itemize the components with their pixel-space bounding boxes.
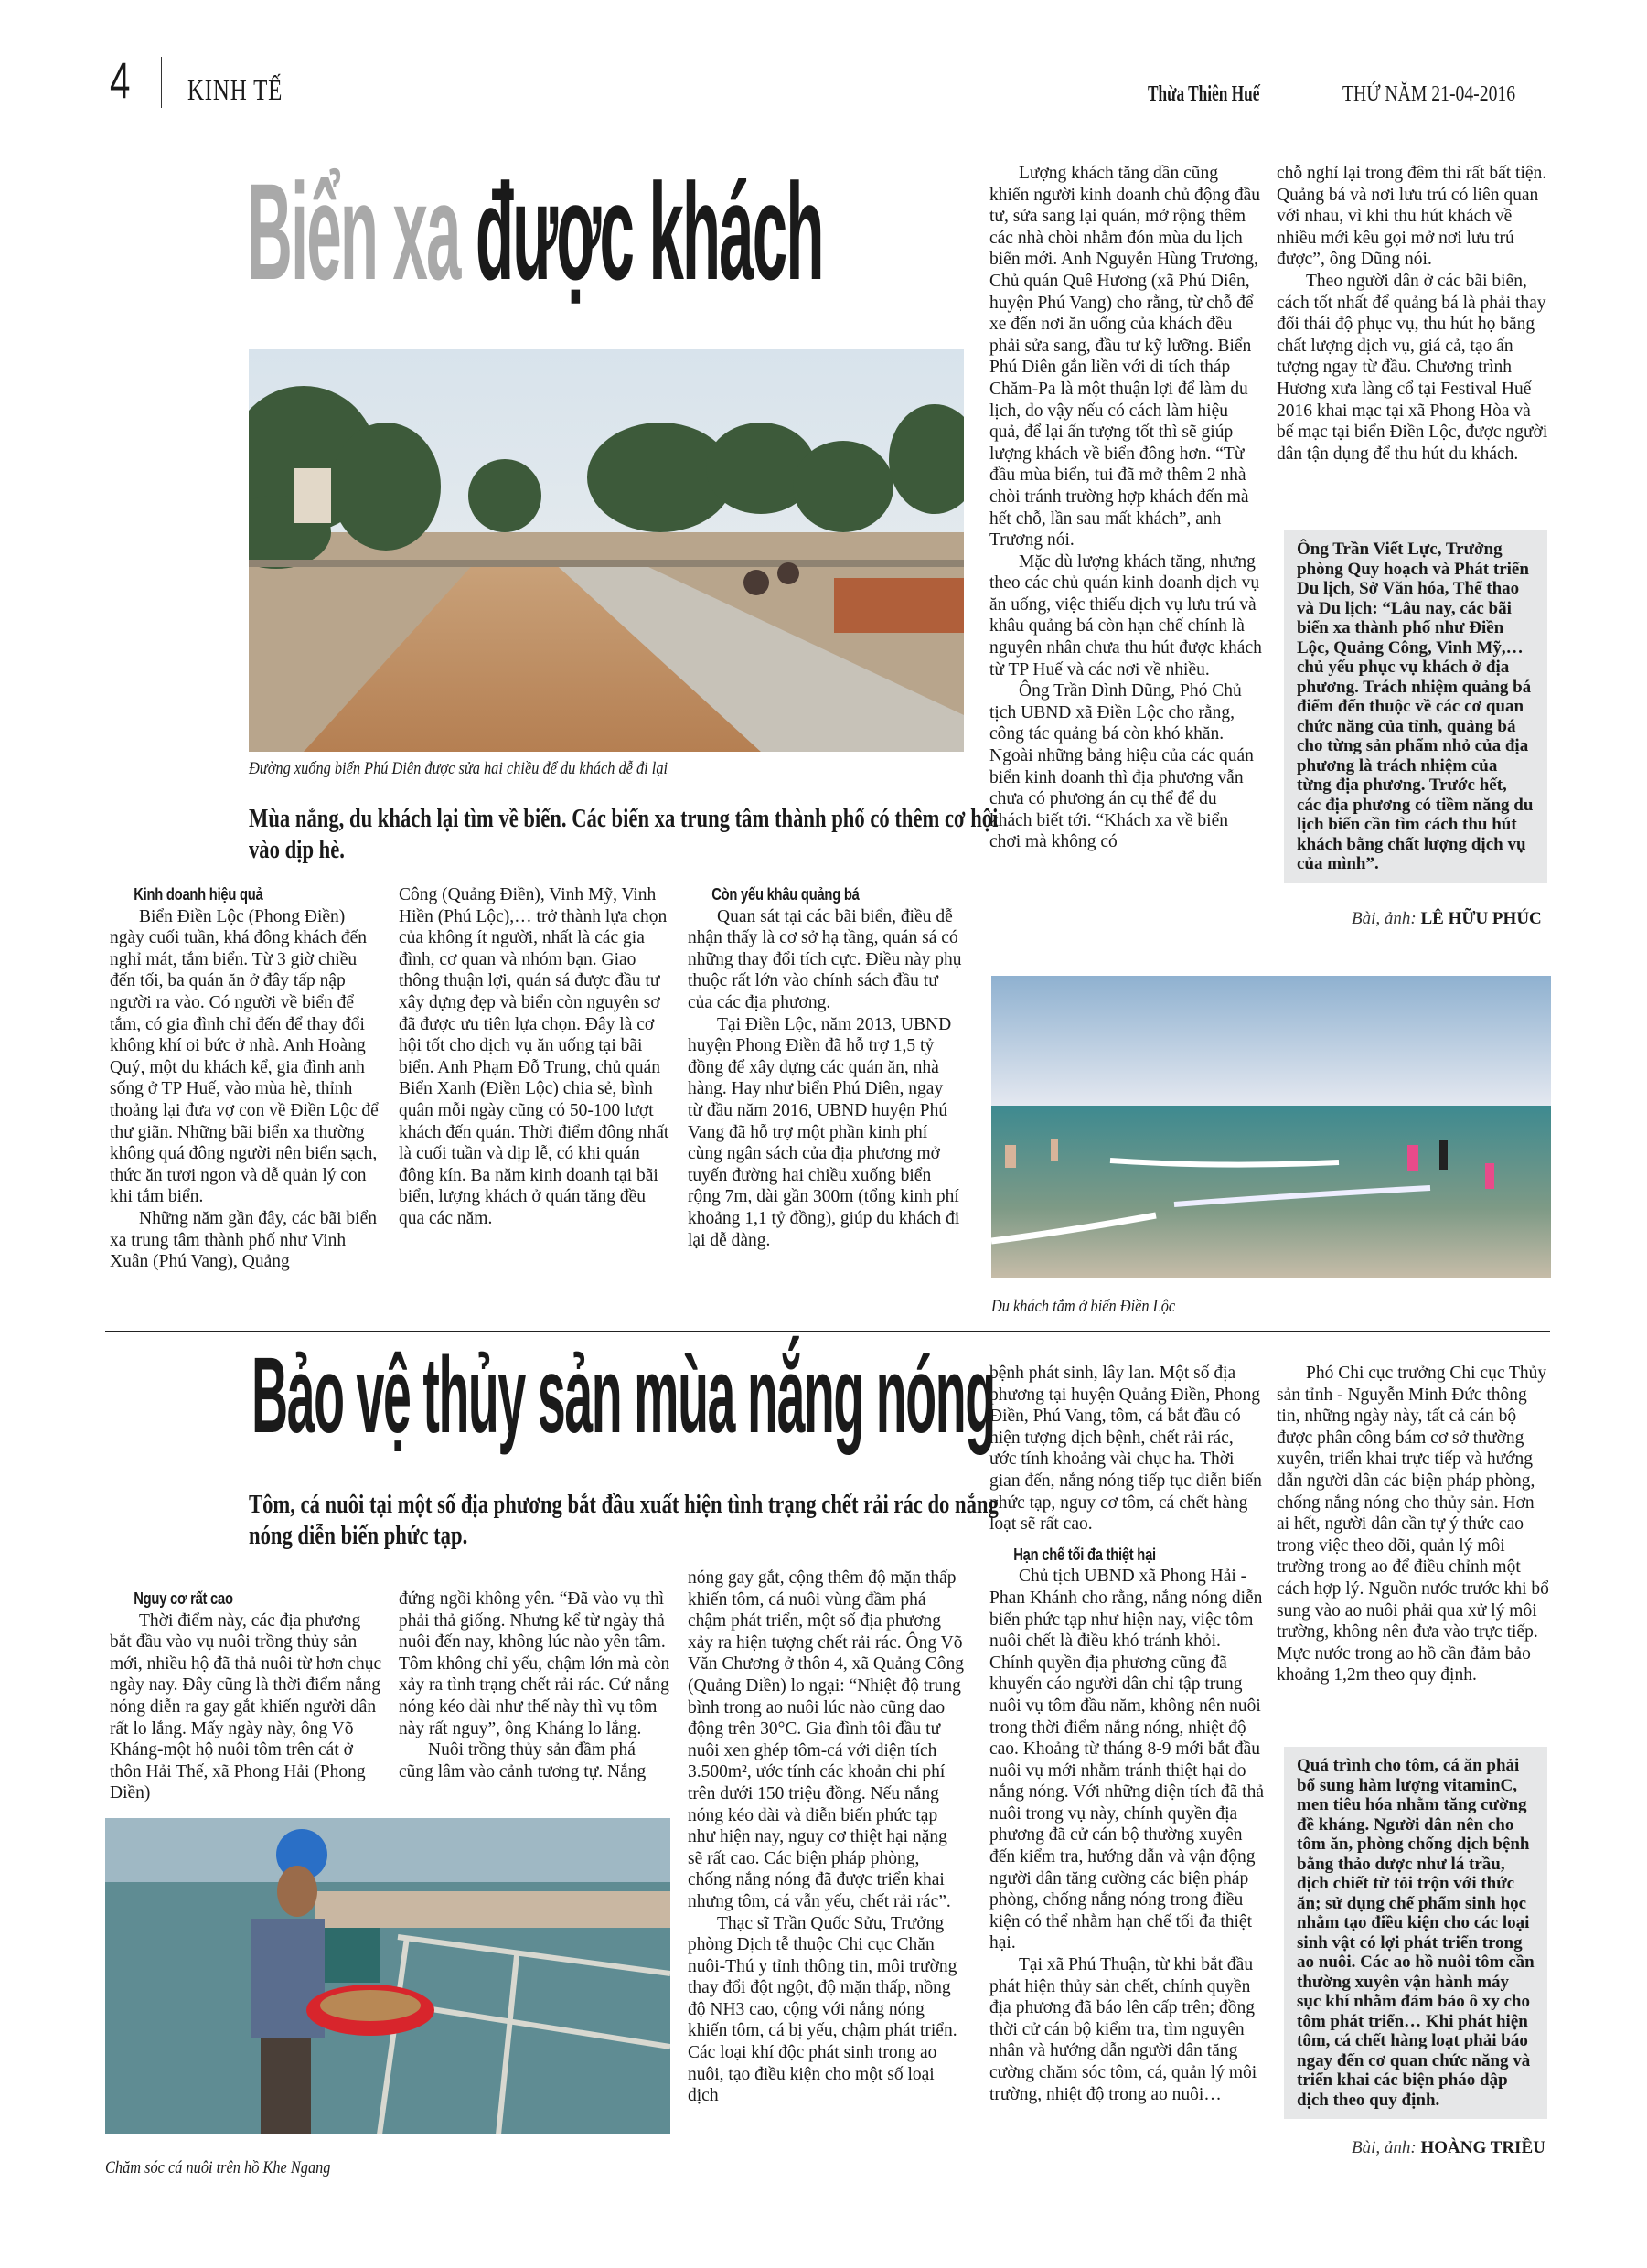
headline-part-1: Biển xa <box>247 155 460 308</box>
paragraph: Tại xã Phú Thuận, từ khi bắt đầu phát hiện thủy sản chết, chính quyền địa phương đã báo lên cấp trên; đồng thời cử cán bộ kiểm tra, tìm nguyên nhân và hướng dẫn người dân tăng cường chăm sóc tôm, cá, quản lý môi trường, nhiệt độ trong ao nuôi… <box>989 1955 1257 2104</box>
photo-caption: Đường xuống biển Phú Diên được sửa hai chiều để du khách dễ đi lại <box>249 759 668 778</box>
photo-fish-farmer <box>105 1818 670 2134</box>
paragraph: Những năm gần đây, các bãi biển xa trung tâm thành phố như Vinh Xuân (Phú Vang), Quảng <box>110 1208 378 1272</box>
paragraph: Lượng khách tăng dần cũng khiến người kinh doanh chủ động đầu tư, sửa sang lại quán, mở rộng thêm các nhà chòi nhằm đón mùa du lịch biển mới. Anh Nguyễn Hùng Trương, Chủ quán Quê Hương (xã Phú Diên, huyện Phú Vang) cho rằng, từ chỗ để xe đến nơi ăn uống của khách đều phải sửa sang, đầu tư kỹ lưỡng. Biển Phú Diên gắn liền với di tích tháp Chăm-Pa là một thuận lợi để làm du lịch, do vậy nếu có cách làm hiệu quả, để lại ấn tượng tốt thì sẽ giúp lượng khách về biển đông hơn. “Từ đầu mùa biển, tui đã mở thêm 2 nhà chòi tránh trường hợp khách đến mà hết chỗ, lần sau mất khách”, anh Trương nói. <box>989 164 1261 551</box>
article2-column-4 <box>989 1363 1264 2105</box>
page-number-divider <box>161 57 162 108</box>
paragraph: Phó Chi cục trưởng Chi cục Thủy sản tỉnh - Nguyễn Minh Đức thông tin, những ngày này, tất cả cán bộ được phân công bám cơ sở thường xuyên, triển khai trực tiếp và hướng dẫn người dân các biện pháp phòng, chống nắng nóng cho thủy sản. Hơn ai hết, người dân cần tự ý thức cao trong việc theo dõi, quản lý môi trường trong ao để điều chỉnh một cách hợp lý. Nguồn nước trước khi bổ sung vào ao nuôi phải qua xử lý môi trường, không nên đưa vào trực tiếp. Mực nước trong ao hồ cần đảm bảo khoảng 1,2m theo quy định. <box>1277 1364 1549 1685</box>
subhead: Hạn chế tối đa thiệt hại <box>1013 1545 1156 1564</box>
newspaper-name: Thừa Thiên Huế <box>1148 82 1260 106</box>
paragraph: Công (Quảng Điền), Vinh Mỹ, Vinh Hiền (Phú Lộc),… trở thành lựa chọn của không ít người, nhất là các gia đình, cơ quan và nhóm bạn. Giao thông thuận lợi, quán sá được đầu tư xây dựng đẹp và biển còn nguyên sơ đã được ưu tiên lựa chọn. Đây là cơ hội tốt cho dịch vụ ăn uống tại bãi biển. Anh Phạm Đỗ Trung, chủ quán Biển Xanh (Điền Lộc) chia sẻ, bình quân mỗi ngày cũng có 50-100 lượt khách đến quán. Thời điểm đông nhất là cuối tuần và dịp lễ, có khi quán đông kín. Ba năm kinh doanh tại bãi biển, lượng khách ở quán tăng đều qua các năm. <box>399 885 669 1228</box>
article2-lede: Tôm, cá nuôi tại một số địa phương bắt đầu xuất hiện tình trạng chết rải rác do nắng nóng diễn biến phức tạp. <box>249 1490 999 1550</box>
paragraph: bệnh phát sinh, lây lan. Một số địa phương tại huyện Quảng Điền, Phong Điền, Phú Vang, tôm, cá bắt đầu có hiện tượng dịch bệnh, chết rải rác, ước tính khoảng vài chục ha. Thời gian đến, nắng nóng tiếp tục diễn biến phức tạp, nguy cơ tôm, cá chết hàng loạt sẽ rất cao. <box>989 1364 1262 1535</box>
paragraph: Theo người dân ở các bãi biển, cách tốt nhất để quảng bá là phải thay đổi thái độ phục vụ, thu hút họ bằng chất lượng dịch vụ, giá cả, tạo ấn tượng ngay từ đầu. Chương trình Hương xưa làng cổ tại Festival Huế 2016 khai mạc tại xã Phong Hòa và bế mạc tại biển Điền Lộc, được người dân tận dụng để thu hút du khách. <box>1277 271 1548 464</box>
byline-label: Bài, ảnh: <box>1352 909 1417 928</box>
photo-beach-swimmers <box>991 976 1551 1278</box>
paragraph: Tại Điền Lộc, năm 2013, UBND huyện Phong Điền đã hỗ trợ 1,5 tỷ đồng để xây dựng các quán ăn, nhà hàng. Hay như biển Phú Diên, ngay từ đầu năm 2016, UBND huyện Phú Vang đã hỗ trợ một phần kinh phí cùng ngân sách của địa phương mở tuyến đường hai chiều xuống biển rộng 7m, dài gần 300m (tổng kinh phí khoảng 1,1 tỷ đồng), giúp du khách đi lại dễ dàng. <box>688 1014 960 1250</box>
paragraph: Thạc sĩ Trần Quốc Sửu, Trưởng phòng Dịch tễ thuộc Chi cục Chăn nuôi-Thú y tỉnh thông tin, môi trường thay đổi đột ngột, độ mặn thấp, nồng độ NH3 cao, cộng với nắng nóng khiến tôm, cá bị yếu, chậm phát triển. Các loại khí độc phát sinh trong ao nuôi, tạo điều kiện cho một số loại dịch <box>688 1913 957 2106</box>
article2-headline: Bảo vệ thủy sản mùa nắng nóng <box>251 1335 995 1456</box>
article1-sidebar-quote: Ông Trần Viết Lực, Trưởng phòng Quy hoạch và Phát triển Du lịch, Sở Văn hóa, Thể thao và Du lịch: “Lâu nay, các bãi biển xa thành phố như Điền Lộc, Quảng Công, Vinh Mỹ,… chủ yếu phục vụ khách ở địa phương. Trách nhiệm quảng bá điểm đến thuộc về các cơ quan chức năng của tỉnh, quảng bá cho từng sản phẩm nhỏ của địa phương là trách nhiệm của từng địa phương. Trước hết, các địa phương có tiềm năng du lịch biển cần tìm cách thu hút khách bằng chất lượng dịch vụ của mình”. <box>1284 530 1547 883</box>
paragraph: Chủ tịch UBND xã Phong Hải - Phan Khánh cho rằng, nắng nóng diễn biến phức tạp như hiện nay, việc tôm nuôi chết là điều khó tránh khỏi. Chính quyền địa phương cũng đã khuyến cáo người dân chỉ tập trung nuôi vụ tôm đầu năm, không nên nuôi trong thời điểm nắng nóng, nhiệt độ cao. Khoảng từ tháng 8-9 mới bắt đầu nuôi vụ mới nhằm tránh thiệt hại do nắng nóng. Với những diện tích đã thả nuôi trong vụ này, chính quyền địa phương đã cử cán bộ thường xuyên đến kiểm tra, hướng dẫn và vận động người dân tăng cường các biện pháp phòng, chống nắng nóng trong điều kiện có thể nhằm hạn chế tối đa thiệt hại. <box>989 1567 1264 1953</box>
paragraph: đứng ngồi không yên. “Đã vào vụ thì phải thả giống. Nhưng kể từ ngày thả nuôi đến nay, không lúc nào yên tâm. Tôm không chỉ yếu, chậm lớn mà còn xảy ra tình trạng chết rải rác. Cứ nắng nóng kéo dài như thế này thì vụ tôm này rất nguy”, ông Kháng lo lắng. <box>399 1589 670 1738</box>
photo-beach-road <box>249 349 964 752</box>
subhead: Kinh doanh hiệu quả <box>134 885 263 904</box>
article2-column-2 <box>399 1589 673 1782</box>
paragraph: nóng gay gắt, cộng thêm độ mặn thấp khiến tôm, cá nuôi vùng đầm phá chậm phát triển, một số địa phương xảy ra hiện tượng chết rải rác. Ông Võ Văn Chương ở thôn 4, xã Quảng Công (Quảng Điền) lo ngại: “Nhiệt độ trung bình trong ao nuôi lúc nào cũng dao động trên 30°C. Gia đình tôi đầu tư nuôi xen ghép tôm-cá với diện tích 3.500m², ước tính các khoản chi phí trên dưới 150 triệu đồng. Nếu nắng nóng kéo dài và diễn biến phức tạp như hiện nay, nguy cơ thiệt hại nặng sẽ rất cao. Các biện pháp phòng, chống nắng nóng đã được triển khai nhưng tôm, cá vẫn yếu, chết rải rác”. <box>688 1568 965 1911</box>
headline-part-2: được khách <box>475 155 823 308</box>
byline-label: Bài, ảnh: <box>1352 2138 1417 2157</box>
page-number: 4 <box>110 51 131 109</box>
article1-byline <box>1352 909 1542 929</box>
paragraph: Mặc dù lượng khách tăng, nhưng theo các chủ quán kinh doanh dịch vụ ăn uống, việc thiếu dịch vụ lưu trú và khâu quảng bá còn hạn chế chính là nguyên nhân chưa thu hút được khách từ TP Huế và các nơi về nhiều. <box>989 551 1262 679</box>
photo-caption: Du khách tắm ở biển Điền Lộc <box>991 1297 1176 1316</box>
article1-lede: Mùa nắng, du khách lại tìm về biển. Các biển xa trung tâm thành phố có thêm cơ hội vào dịp hè. <box>249 804 999 864</box>
article2-column-3 <box>688 1567 964 2107</box>
issue-date: THỨ NĂM 21-04-2016 <box>1342 82 1516 106</box>
article1-column-3 <box>688 884 962 1251</box>
article1-column-2 <box>399 884 673 1230</box>
paragraph: chỗ nghỉ lại trong đêm thì rất bất tiện. Quảng bá và nơi lưu trú có liên quan với nhau, vì khi thu hút khách về nhiều mới kêu gọi mở nơi lưu trú được”, ông Dũng nói. <box>1277 164 1547 270</box>
article2-sidebar-quote: Quá trình cho tôm, cá ăn phải bổ sung hàm lượng vitaminC, men tiêu hóa nhằm tăng cường đề kháng. Người dân nên cho tôm ăn, phòng chống dịch bệnh bằng thảo dược như lá trầu, dịch chiết từ tỏi trộn với thức ăn; sử dụng chế phẩm sinh học nhằm tạo điều kiện cho các loại sinh vật có lợi phát triển trong ao nuôi. Các ao hồ nuôi tôm cần thường xuyên vận hành máy sục khí nhằm đảm bảo ô xy cho tôm phát triển… Khi phát hiện tôm, cá chết hàng loạt phải báo ngay đến cơ quan chức năng và triển khai các biện pháo dập dịch theo quy định. <box>1284 1747 1547 2119</box>
article2-column-1 <box>110 1589 384 1804</box>
article1-column-1 <box>110 884 384 1273</box>
paragraph: Nuôi trồng thủy sản đầm phá cũng lâm vào cảnh tương tự. Nắng <box>399 1740 647 1781</box>
subhead: Còn yếu khâu quảng bá <box>711 885 860 904</box>
article1-headline <box>247 154 823 309</box>
paragraph: Ông Trần Đình Dũng, Phó Chủ tịch UBND xã Điền Lộc cho rằng, công tác quảng bá còn khó khăn. Ngoài những bảng hiệu của các quán biển kinh doanh thì địa phương vẫn chưa có phương án cụ thể để du khách biết tới. “Khách xa về biển chơi mà không có <box>989 681 1254 852</box>
paragraph: Quan sát tại các bãi biển, điều dễ nhận thấy là cơ sở hạ tầng, quán sá có những thay đổi tích cực. Điều này phụ thuộc rất lớn vào chính sách đầu tư của các địa phương. <box>688 906 962 1012</box>
article1-column-4 <box>989 163 1262 853</box>
paragraph: Biển Điền Lộc (Phong Điền) ngày cuối tuần, khá đông khách đến nghỉ mát, tắm biển. Từ 3 giờ chiều đến tối, ba quán ăn ở đây tấp nập người ra vào. Có người về biển để tắm, có gia đình chỉ đến để thay đổi không khí oi bức ở nhà. Anh Hoàng Quý, một du khách kể, gia đình anh sống ở TP Huế, vào mùa hè, thỉnh thoảng lại đưa vợ con về Điền Lộc để thư giãn. Những bãi biển xa thường không quá đông người nên biển sạch, thức ăn tươi ngon và dễ quản lý con khi tắm biển. <box>110 906 379 1207</box>
byline-author: HOÀNG TRIỀU <box>1420 2138 1545 2157</box>
subhead: Nguy cơ rất cao <box>134 1589 233 1608</box>
section-name: KINH TẾ <box>187 73 283 106</box>
paragraph: Thời điểm này, các địa phương bắt đầu vào vụ nuôi trồng thủy sản mới, nhiều hộ đã thả nuôi từ hơn chục ngày nay. Đây cũng là thời điểm nắng nóng diễn ra gay gắt khiến người dân rất lo lắng. Mấy ngày này, ông Võ Kháng-một hộ nuôi tôm trên cát ở thôn Hải Thế, xã Phong Hải (Phong Điền) <box>110 1610 382 1803</box>
article-divider <box>105 1331 1550 1332</box>
article2-byline <box>1352 2138 1545 2158</box>
photo-caption: Chăm sóc cá nuôi trên hồ Khe Ngang <box>105 2158 331 2177</box>
byline-author: LÊ HỮU PHÚC <box>1420 909 1542 928</box>
article1-column-5 <box>1277 163 1551 465</box>
article2-column-5 <box>1277 1363 1551 1686</box>
